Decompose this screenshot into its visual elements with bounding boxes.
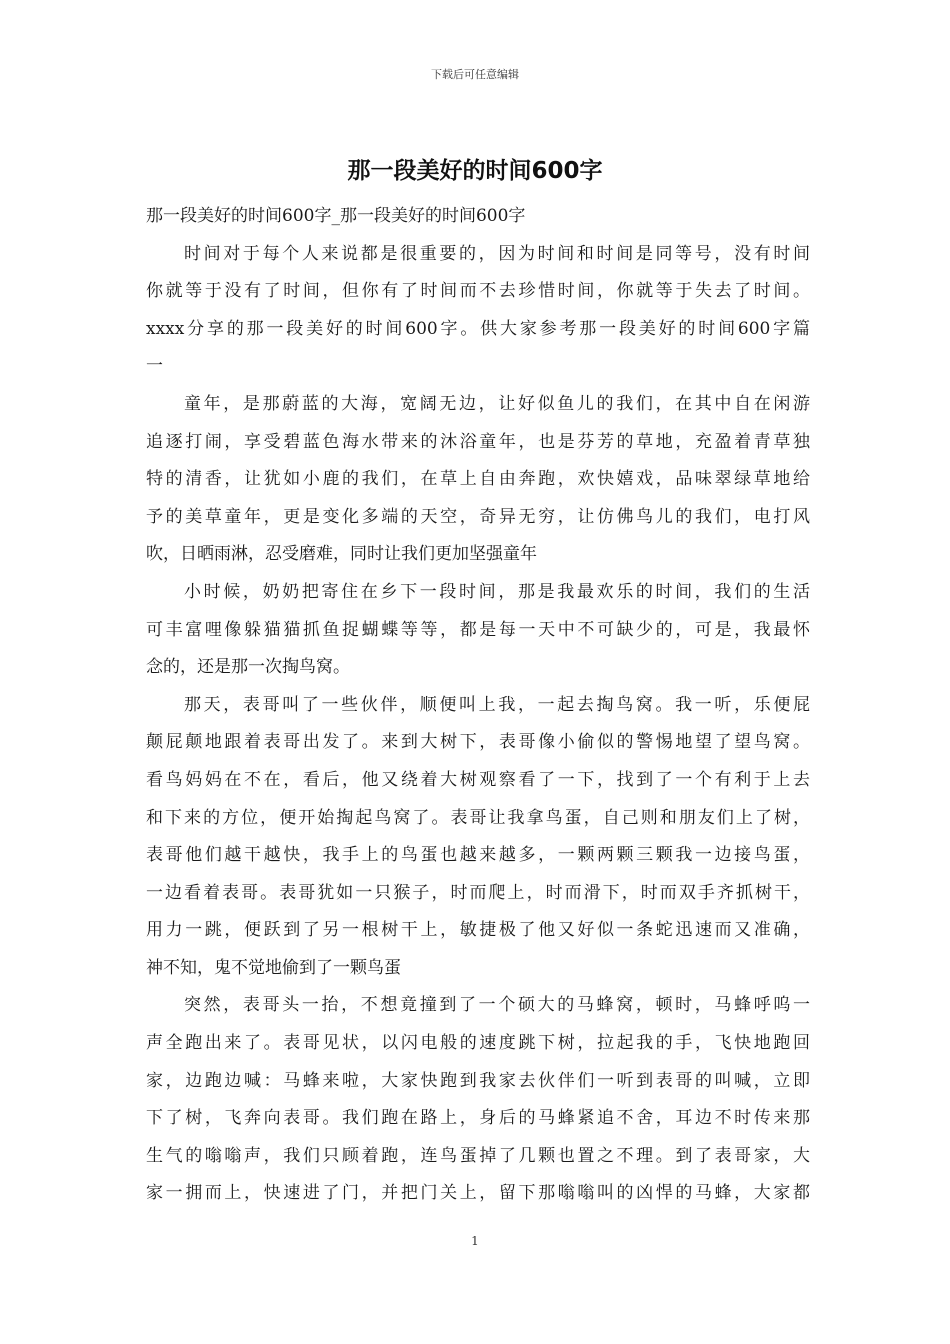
text-line: 表哥他们越干越快，我手上的鸟蛋也越来越多，一颗两颗三颗我一边接鸟蛋， bbox=[146, 845, 810, 866]
text-line: 吹，日晒雨淋，忍受磨难，同时让我们更加坚强童年 bbox=[146, 544, 537, 565]
text-line: 念的，还是那一次掏鸟窝。 bbox=[146, 657, 350, 678]
document-title: 那一段美好的时间600字 bbox=[347, 158, 603, 184]
text-line: 家一拥而上，快速进了门，并把门关上，留下那嗡嗡叫的凶悍的马蜂，大家都 bbox=[146, 1183, 810, 1204]
text-line: 神不知，鬼不觉地偷到了一颗鸟蛋 bbox=[146, 957, 401, 978]
text-line: 家，边跑边喊：马蜂来啦，大家快跑到我家去伙伴们一听到表哥的叫喊，立即 bbox=[146, 1070, 810, 1091]
header-note: 下载后可任意编辑 bbox=[431, 68, 519, 81]
text-line: 用力一跳，便跃到了另一根树干上，敏捷极了他又好似一条蛇迅速而又准确， bbox=[146, 920, 810, 941]
text-line: 生气的嗡嗡声，我们只顾着跑，连鸟蛋掉了几颗也置之不理。到了表哥家，大 bbox=[146, 1145, 810, 1166]
page-number: 1 bbox=[471, 1234, 479, 1248]
text-line: 那天，表哥叫了一些伙伴，顺便叫上我，一起去掏鸟窝。我一听，乐便屁 bbox=[184, 694, 810, 715]
text-line: 追逐打闹，享受碧蓝色海水带来的沐浴童年，也是芬芳的草地，充盈着青草独 bbox=[146, 431, 810, 452]
text-line: 童年，是那蔚蓝的大海，宽阔无边，让好似鱼儿的我们，在其中自在闲游 bbox=[184, 393, 810, 414]
document-body bbox=[146, 198, 810, 1213]
text-line: 看鸟妈妈在不在，看后，他又绕着大树观察看了一下，找到了一个有利于上去 bbox=[146, 769, 810, 790]
text-line: 和下来的方位，便开始掏起鸟窝了。表哥让我拿鸟蛋，自己则和朋友们上了树， bbox=[146, 807, 810, 828]
text-line: xxxx分享的那一段美好的时间600字。供大家参考那一段美好的时间600字篇 bbox=[146, 318, 810, 339]
text-line: 一边看着表哥。表哥犹如一只猴子，时而爬上，时而滑下，时而双手齐抓树干， bbox=[146, 882, 810, 903]
text-line: 你就等于没有了时间，但你有了时间而不去珍惜时间，你就等于失去了时间。 bbox=[146, 281, 810, 302]
text-line: 那一段美好的时间600字_那一段美好的时间600字 bbox=[146, 206, 526, 226]
text-line: 颠屁颠地跟着表哥出发了。来到大树下，表哥像小偷似的警惕地望了望鸟窝。 bbox=[146, 732, 810, 753]
text-line: 突然，表哥头一抬，不想竟撞到了一个硕大的马蜂窝，顿时，马蜂呼呜一 bbox=[184, 995, 810, 1016]
text-line: 声全跑出来了。表哥见状，以闪电般的速度跳下树，拉起我的手，飞快地跑回 bbox=[146, 1033, 810, 1054]
text-line: 可丰富哩像躲猫猫抓鱼捉蝴蝶等等，都是每一天中不可缺少的，可是，我最怀 bbox=[146, 619, 810, 640]
text-line: 时间对于每个人来说都是很重要的，因为时间和时间是同等号，没有时间 bbox=[184, 243, 810, 264]
text-line: 一 bbox=[146, 356, 163, 377]
text-line: 小时候，奶奶把寄住在乡下一段时间，那是我最欢乐的时间，我们的生活 bbox=[184, 581, 810, 602]
text-line: 下了树，飞奔向表哥。我们跑在路上，身后的马蜂紧追不舍，耳边不时传来那 bbox=[146, 1108, 810, 1129]
text-line: 予的美草童年，更是变化多端的天空，奇异无穷，让仿佛鸟儿的我们，电打风 bbox=[146, 506, 810, 527]
text-line: 特的清香，让犹如小鹿的我们，在草上自由奔跑，欢快嬉戏，品味翠绿草地给 bbox=[146, 469, 810, 490]
